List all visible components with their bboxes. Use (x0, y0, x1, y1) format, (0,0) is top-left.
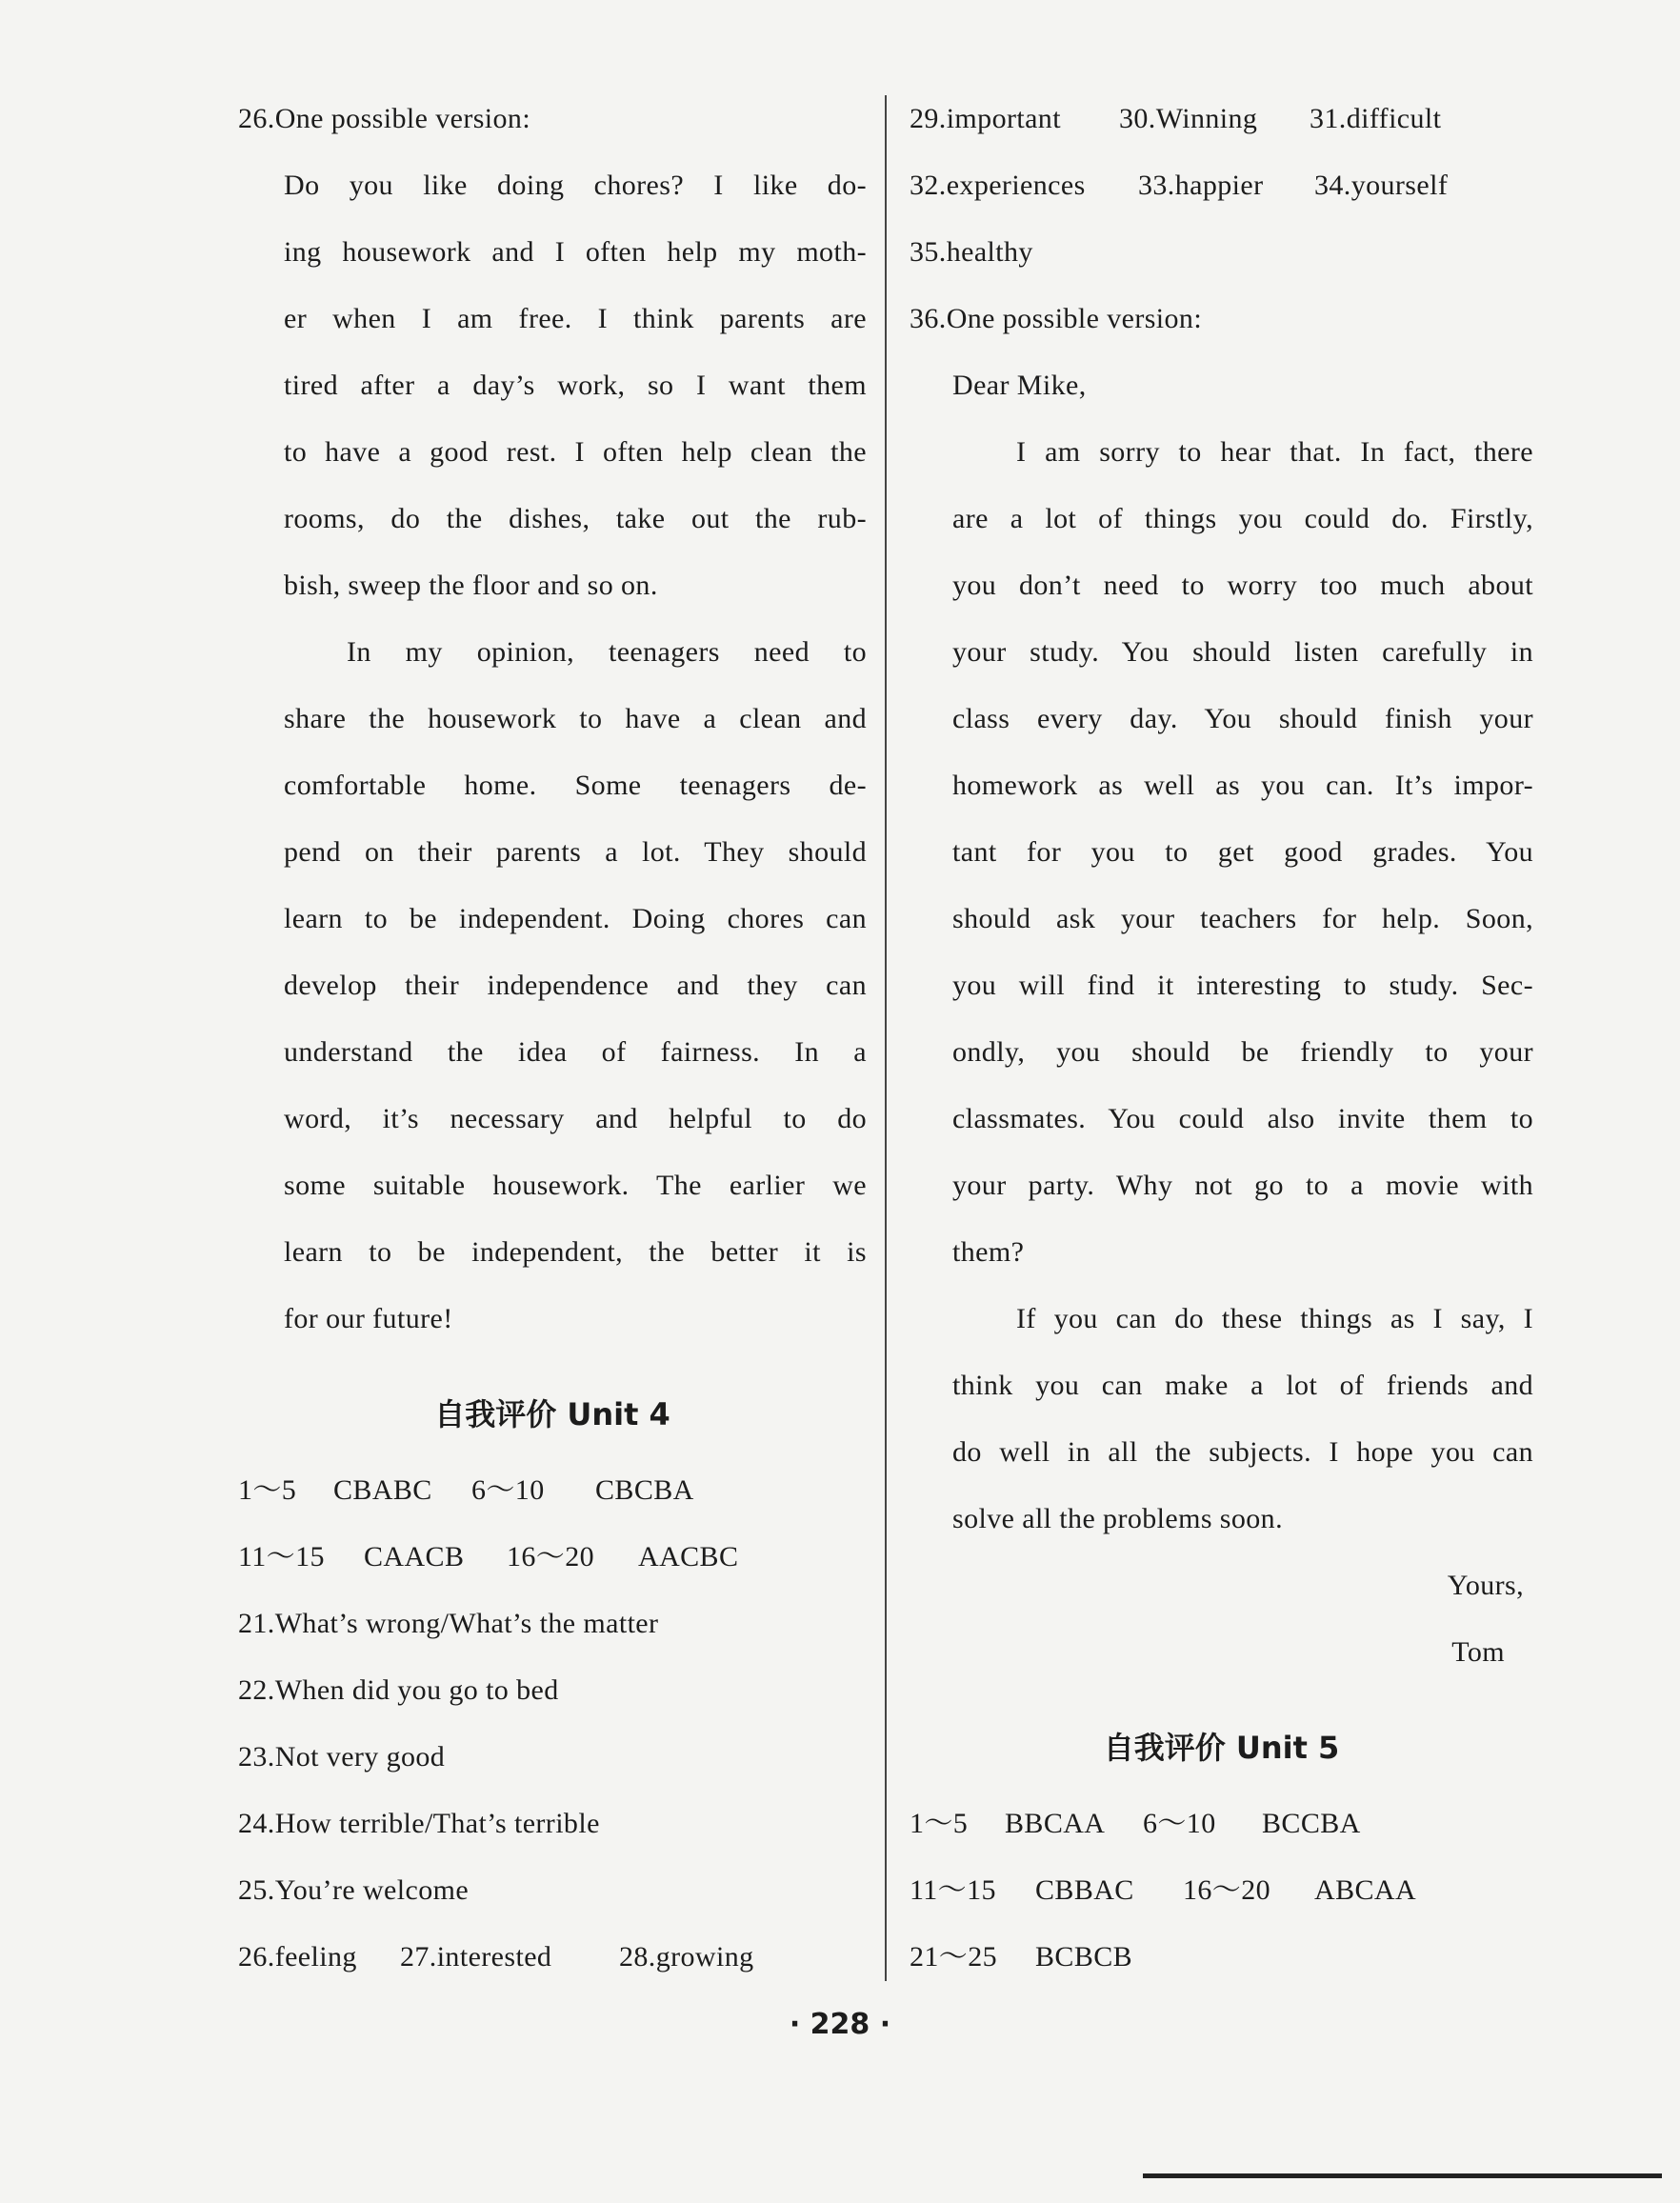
letter-line: I am sorry to hear that. In fact, there (1016, 436, 1533, 468)
essay-line: for our future! (284, 1303, 453, 1334)
mc-answer-row: 1～5 CBABC 6～10 CBCBA (238, 1474, 694, 1506)
letter-line: are a lot of things you could do. Firstly, (952, 503, 1533, 534)
q26-label: 26.One possible version: (238, 103, 531, 134)
essay-line: word, it’s necessary and helpful to do (284, 1103, 867, 1134)
essay-line: to have a good rest. I often help clean the (284, 436, 867, 468)
letter-line: your party. Why not go to a movie with (952, 1170, 1533, 1201)
letter-line: them? (952, 1236, 1025, 1268)
letter-line: solve all the problems soon. (952, 1503, 1283, 1534)
letter-line: should ask your teachers for help. Soon, (952, 903, 1533, 934)
essay-line: tired after a day’s work, so I want them (284, 370, 867, 401)
essay-line: learn to be independent. Doing chores can (284, 903, 867, 934)
left-column (238, 86, 867, 1991)
answer-23: 23.Not very good (238, 1741, 446, 1772)
essay-line: Do you like doing chores? I like do- (284, 170, 867, 201)
column-divider (885, 95, 887, 1981)
answer-25: 25.You’re welcome (238, 1874, 470, 1906)
essay-line: some suitable housework. The earlier we (284, 1170, 867, 1201)
letter-line: If you can do these things as I say, I (1016, 1303, 1533, 1334)
mc-answer-row: 21～25 BCBCB (910, 1941, 1133, 1973)
essay-line: rooms, do the dishes, take out the rub- (284, 503, 867, 534)
answer-22: 22.When did you go to bed (238, 1674, 559, 1706)
letter-line: think you can make a lot of friends and (952, 1370, 1533, 1401)
essay-line: bish, sweep the floor and so on. (284, 570, 658, 601)
mc-answer-row: 11～15 CBBAC 16～20 ABCAA (910, 1874, 1417, 1906)
q36-label: 36.One possible version: (910, 303, 1203, 334)
essay-line: ing housework and I often help my moth- (284, 236, 867, 268)
page-number: · 228 · (789, 2008, 891, 2041)
letter-line: ondly, you should be friendly to your (952, 1036, 1533, 1068)
letter-line: you will find it interesting to study. Sec- (952, 970, 1533, 1001)
letter-line: class every day. You should finish your (952, 703, 1533, 734)
word-answers-35: 35.healthy (910, 236, 1033, 268)
mc-answer-row: 11～15 CAACB 16～20 AACBC (238, 1541, 739, 1572)
letter-closing: Yours, (1447, 1570, 1524, 1601)
letter-line: homework as well as you can. It’s impor- (952, 770, 1533, 801)
essay-line: understand the idea of fairness. In a (284, 1036, 867, 1068)
letter-line: tant for you to get good grades. You (952, 836, 1533, 868)
answer-24: 24.How terrible/That’s terrible (238, 1808, 600, 1839)
essay-line: er when I am free. I think parents are (284, 303, 867, 334)
bottom-edge-line (1143, 2173, 1662, 2178)
word-answers-26-28: 26.feeling 27.interested 28.growing (238, 1941, 754, 1973)
essay-line: pend on their parents a lot. They should (284, 836, 867, 868)
mc-answer-row: 1～5 BBCAA 6～10 BCCBA (910, 1808, 1361, 1839)
unit4-heading: 自我评价 Unit 4 (434, 1396, 670, 1432)
letter-salutation: Dear Mike, (952, 370, 1087, 401)
letter-line: do well in all the subjects. I hope you can (952, 1436, 1533, 1468)
word-answers-32-34: 32.experiences 33.happier 34.yourself (910, 170, 1449, 201)
essay-line: comfortable home. Some teenagers de- (284, 770, 867, 801)
answer-21: 21.What’s wrong/What’s the matter (238, 1608, 659, 1639)
letter-line: classmates. You could also invite them to (952, 1103, 1533, 1134)
essay-line: In my opinion, teenagers need to (347, 636, 867, 668)
word-answers-29-31: 29.important 30.Winning 31.difficult (910, 103, 1442, 134)
letter-signature: Tom (1451, 1636, 1505, 1668)
letter-line: you don’t need to worry too much about (952, 570, 1533, 601)
essay-line: share the housework to have a clean and (284, 703, 867, 734)
unit5-heading: 自我评价 Unit 5 (1103, 1730, 1340, 1766)
essay-line: develop their independence and they can (284, 970, 867, 1001)
letter-line: your study. You should listen carefully in (952, 636, 1533, 668)
essay-line: learn to be independent, the better it is (284, 1236, 867, 1268)
right-column (910, 86, 1533, 1991)
